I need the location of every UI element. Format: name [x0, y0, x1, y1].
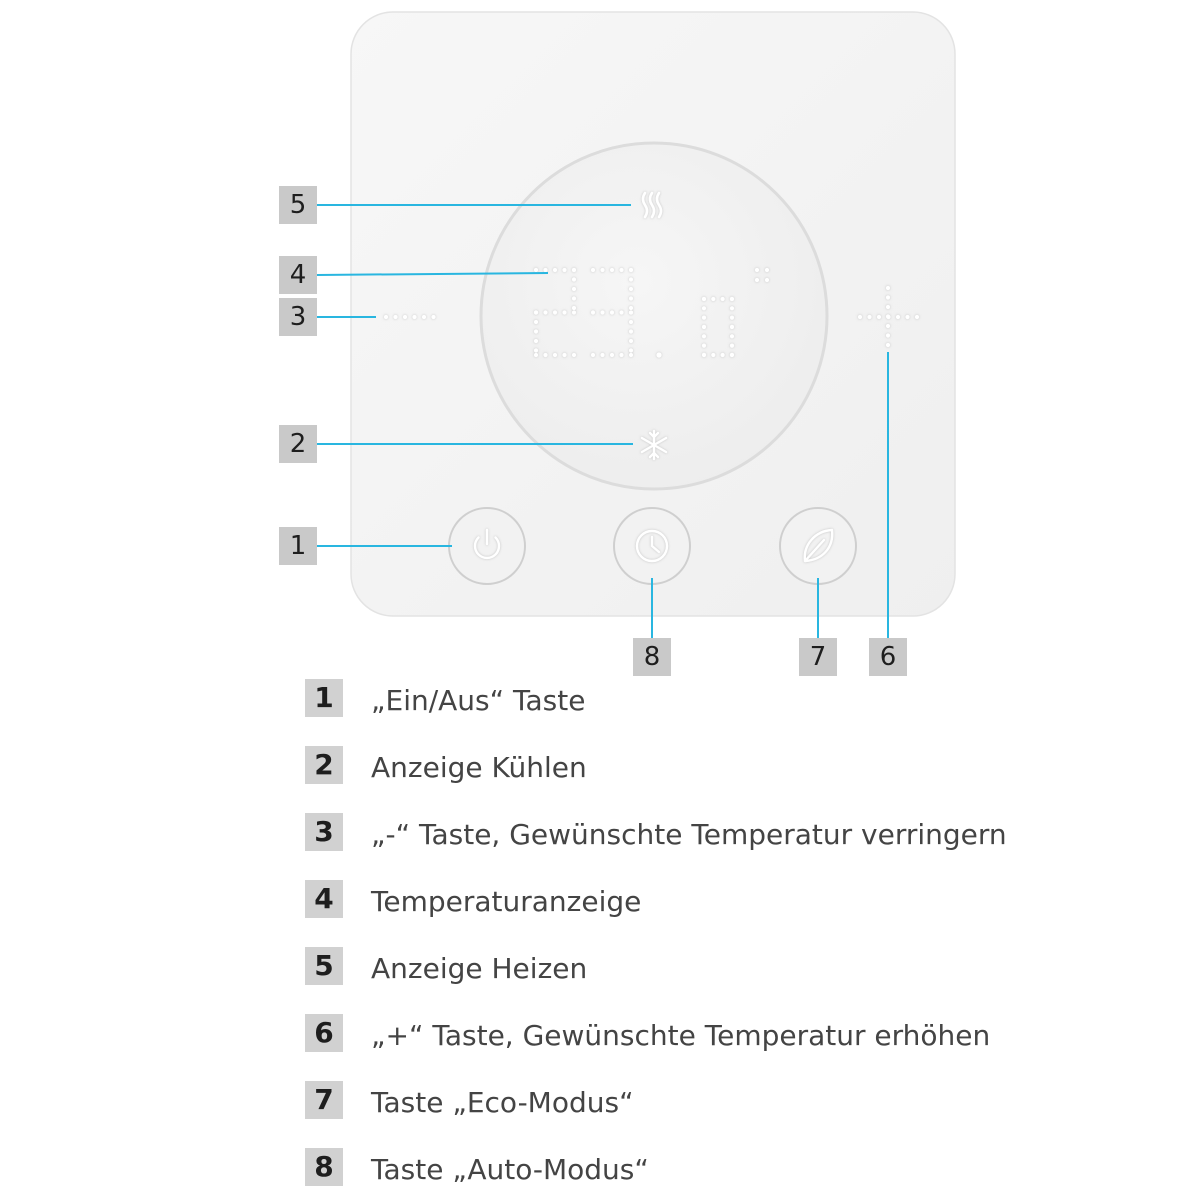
- display-dot: [619, 310, 623, 314]
- callout-1: 1: [279, 527, 317, 565]
- display-dot: [534, 353, 538, 357]
- display-dot: [572, 268, 576, 272]
- display-dot: [403, 315, 407, 319]
- display-dot: [886, 333, 890, 337]
- display-dot: [886, 324, 890, 328]
- display-dot: [543, 268, 547, 272]
- callout-7: 7: [799, 638, 837, 676]
- display-dot: [629, 353, 633, 357]
- display-dot: [886, 295, 890, 299]
- display-dot: [610, 353, 614, 357]
- display-dot: [600, 353, 604, 357]
- display-dot: [553, 353, 557, 357]
- callout-6: 6: [869, 638, 907, 676]
- auto-mode-button[interactable]: [614, 508, 690, 584]
- display-dot: [702, 334, 706, 338]
- legend-text: Anzeige Heizen: [371, 952, 588, 985]
- display-dot: [431, 315, 435, 319]
- display-dot: [886, 314, 890, 318]
- display-dot: [393, 315, 397, 319]
- display-dot: [755, 278, 759, 282]
- display-dot: [721, 353, 725, 357]
- display-dot: [534, 268, 538, 272]
- display-dot: [562, 353, 566, 357]
- display-dot: [412, 315, 416, 319]
- display-dot: [721, 297, 725, 301]
- display-dot: [702, 344, 706, 348]
- display-dot: [656, 352, 661, 357]
- display-dot: [600, 310, 604, 314]
- legend-item: [0, 947, 1200, 991]
- display-dot: [534, 310, 538, 314]
- display-dot: [610, 310, 614, 314]
- display-dot: [629, 277, 633, 281]
- display-dot: [591, 353, 595, 357]
- legend-text: Temperaturanzeige: [371, 885, 642, 918]
- display-dot: [572, 277, 576, 281]
- legend-item: [0, 1081, 1200, 1125]
- display-dot: [619, 268, 623, 272]
- display-dot: [619, 353, 623, 357]
- display-dot: [730, 316, 734, 320]
- display-dot: [886, 343, 890, 347]
- display-dot: [915, 315, 919, 319]
- display-dot: [562, 310, 566, 314]
- display-dot: [534, 329, 538, 333]
- legend-item: [0, 813, 1200, 857]
- legend-item: [0, 746, 1200, 790]
- display-dot: [572, 287, 576, 291]
- display-dot: [765, 278, 769, 282]
- callout-8: 8: [633, 638, 671, 676]
- display-dot: [755, 268, 759, 272]
- display-dot: [730, 297, 734, 301]
- display-dot: [702, 306, 706, 310]
- callout-5: 5: [279, 186, 317, 224]
- display-dot: [877, 315, 881, 319]
- display-dot: [886, 305, 890, 309]
- legend-number: 8: [305, 1148, 343, 1186]
- display-dot: [730, 325, 734, 329]
- legend-item: [0, 679, 1200, 723]
- display-dot: [629, 339, 633, 343]
- legend-number: 2: [305, 746, 343, 784]
- legend-number: 4: [305, 880, 343, 918]
- legend-text: Anzeige Kühlen: [371, 751, 587, 784]
- legend-item: [0, 1148, 1200, 1192]
- legend-item: [0, 1014, 1200, 1058]
- display-dot: [702, 316, 706, 320]
- legend-text: „+“ Taste, Gewünschte Temperatur erhöhen: [371, 1019, 991, 1052]
- display-dot: [629, 296, 633, 300]
- power-button[interactable]: [449, 508, 525, 584]
- display-dot: [886, 286, 890, 290]
- display-dot: [765, 268, 769, 272]
- legend-number: 6: [305, 1014, 343, 1052]
- legend-number: 1: [305, 679, 343, 717]
- display-dot: [384, 315, 388, 319]
- legend-text: „-“ Taste, Gewünschte Temperatur verringern: [371, 818, 1007, 851]
- callout-4: 4: [279, 256, 317, 294]
- display-dot: [629, 287, 633, 291]
- display-dot: [629, 329, 633, 333]
- display-dot: [572, 310, 576, 314]
- display-dot: [629, 268, 633, 272]
- display-dot: [553, 310, 557, 314]
- display-dot: [702, 353, 706, 357]
- display-dot: [629, 320, 633, 324]
- display-dot: [534, 348, 538, 352]
- display-dot: [629, 348, 633, 352]
- display-dot: [896, 315, 900, 319]
- display-dot: [572, 306, 576, 310]
- callout-3: 3: [279, 298, 317, 336]
- display-dot: [711, 297, 715, 301]
- display-dot: [730, 334, 734, 338]
- legend-number: 7: [305, 1081, 343, 1119]
- display-dot: [730, 306, 734, 310]
- display-dot: [553, 268, 557, 272]
- display-dot: [610, 268, 614, 272]
- display-dot: [867, 315, 871, 319]
- display-dot: [702, 297, 706, 301]
- display-dot: [534, 339, 538, 343]
- legend-text: Taste „Auto-Modus“: [371, 1153, 649, 1186]
- legend-text: Taste „Eco-Modus“: [371, 1086, 634, 1119]
- legend-item: [0, 880, 1200, 924]
- legend-number: 5: [305, 947, 343, 985]
- legend-number: 3: [305, 813, 343, 851]
- display-dot: [600, 268, 604, 272]
- display-dot: [905, 315, 909, 319]
- display-dot: [591, 310, 595, 314]
- display-dot: [591, 268, 595, 272]
- display-dot: [562, 268, 566, 272]
- display-dot: [572, 353, 576, 357]
- display-dot: [422, 315, 426, 319]
- display-dot: [711, 353, 715, 357]
- display-dot: [858, 315, 862, 319]
- display-dot: [534, 320, 538, 324]
- display-dot: [543, 353, 547, 357]
- display-dot: [629, 306, 633, 310]
- display-dot: [543, 310, 547, 314]
- display-dot: [730, 344, 734, 348]
- eco-mode-button[interactable]: [780, 508, 856, 584]
- display-dot: [572, 296, 576, 300]
- callout-2: 2: [279, 425, 317, 463]
- display-dot: [629, 310, 633, 314]
- legend-text: „Ein/Aus“ Taste: [371, 684, 586, 717]
- display-dot: [730, 353, 734, 357]
- display-dot: [702, 325, 706, 329]
